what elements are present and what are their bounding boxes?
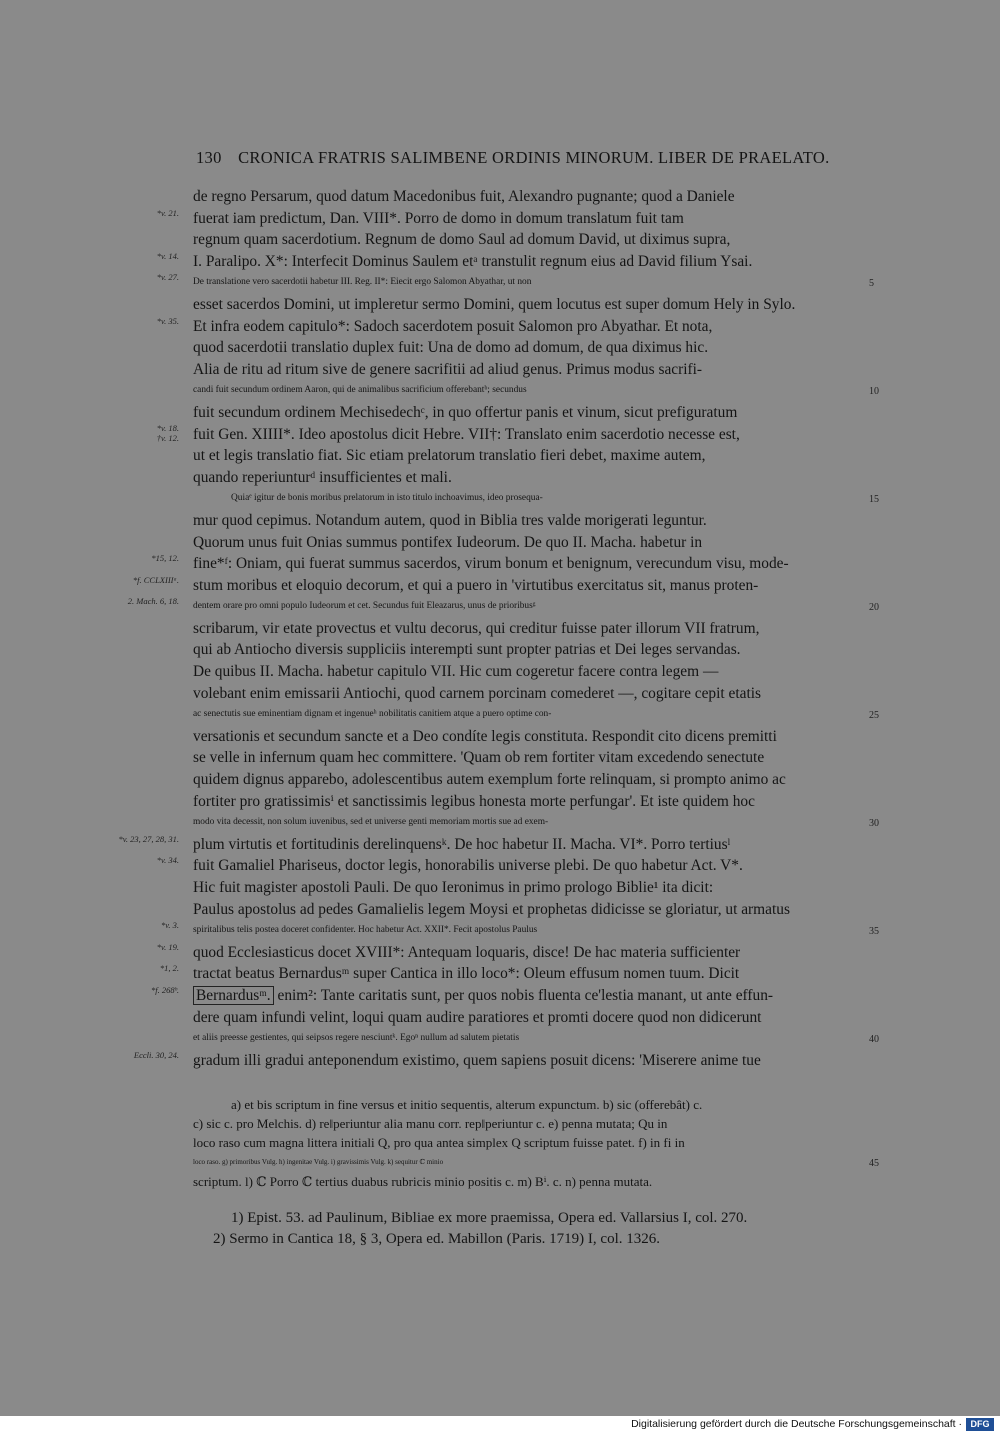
text-line bbox=[193, 661, 863, 683]
margin-reference: *v. 27. bbox=[156, 272, 179, 283]
margin-reference: *v. 14. bbox=[156, 250, 179, 261]
line-text: modo vita decessit, non solum iuvenibus, sed et universe genti memoriam mortis sue ad exem- bbox=[193, 817, 549, 828]
line-text: quidem dignus apparebo, adolescentibus autem exemplum forte relinquam, si prompto animo ac bbox=[193, 771, 786, 789]
line-text: plum virtutis et fortitudinis derelinquensᵏ. De hoc habetur II. Macha. VI*. Porro tertiusˡ bbox=[193, 835, 731, 853]
apparatus-text: c) sic c. pro Melchis. d) re‖periuntur alia manu corr. rep‖periuntur c. e) penna mutata; Qu in bbox=[193, 1116, 668, 1132]
line-text: volebant enim emissarii Antiochi, quod carnem porcinam comederet —, cogitare cepit etatis bbox=[193, 684, 761, 702]
text-line bbox=[150, 984, 863, 1007]
text-line bbox=[193, 532, 863, 554]
line-text: Quiaᵉ igitur de bonis moribus prelatorum in isto titulo inchoavimus, ideo prosequa- bbox=[231, 493, 543, 504]
line-number: 40 bbox=[869, 1034, 879, 1046]
line-text: gradum illi gradui anteponendum existimo, quem sapiens posuit dicens: 'Miserere anime tue bbox=[193, 1051, 761, 1069]
main-text bbox=[118, 186, 879, 1071]
margin-reference: 2. Mach. 6, 18. bbox=[127, 596, 179, 607]
line-text: dere quam infundi velint, loqui quam audire paratiores et promti docere quod non didicerunt bbox=[193, 1008, 762, 1026]
text-line bbox=[193, 769, 863, 791]
line-text: Alia de ritu ad ritum sive de genere sacrifitii ad aliud genus. Primus modus sacrifi- bbox=[193, 360, 703, 378]
text-line bbox=[156, 250, 863, 273]
text-line bbox=[193, 186, 863, 208]
margin-reference: *f. 268ᵇ. bbox=[150, 984, 179, 995]
text-line bbox=[193, 294, 863, 316]
margin-reference: *v. 23, 27, 28, 31. bbox=[118, 833, 179, 844]
text-line bbox=[193, 1007, 863, 1029]
margin-reference: *v. 34. bbox=[156, 855, 179, 866]
line-number: 45 bbox=[869, 1157, 879, 1169]
text-line bbox=[193, 467, 863, 489]
text-line bbox=[193, 877, 863, 899]
text-line bbox=[156, 315, 863, 338]
dfg-logo: DFG bbox=[966, 1418, 994, 1431]
text-line bbox=[193, 899, 863, 921]
line-text: quod sacerdotii translatio duplex fuit: Una de domo ad domum, de qua diximus hic. bbox=[193, 339, 709, 357]
line-number: 10 bbox=[869, 386, 879, 398]
text-line bbox=[156, 422, 863, 446]
apparatus-line bbox=[193, 1095, 863, 1114]
line-text: spiritalibus telis postea doceret confidenter. Hoc habetur Act. XXII*. Fecit apostolus Paulus bbox=[193, 925, 538, 936]
apparatus-text: scriptum. l) ℂ Porro ℂ tertius duabus rubricis minio positis c. m) Bⁱ. c. n) penna mutata. bbox=[193, 1173, 653, 1189]
text-line bbox=[193, 445, 863, 467]
margin-reference: *v. 18. †v. 12. bbox=[156, 422, 179, 443]
text-line bbox=[156, 207, 863, 230]
text-line bbox=[160, 920, 879, 942]
line-text: fuerat iam predictum, Dan. VIII*. Porro de domo in domum translatum fuit tam bbox=[193, 209, 684, 227]
line-text: De translatione vero sacerdotii habetur III. Reg. II*: Eiecit ergo Salomon Abyathar, ut non bbox=[193, 277, 532, 288]
apparatus-line bbox=[193, 1114, 863, 1133]
text-line bbox=[156, 855, 863, 877]
line-text: ac senectutis sue eminentiam dignam et ingenueʰ nobilitatis canitiem atque a puero optime con- bbox=[193, 709, 552, 720]
footnote: 1) Epist. 53. ad Paulinum, Bibliae ex more praemissa, Opera ed. Vallarsius I, col. 270. bbox=[231, 1210, 748, 1226]
line-number: 30 bbox=[869, 818, 879, 830]
line-text: fine*ᶠ: Oniam, qui fuerat summus sacerdos, virum bonum et benignum, verecundum visu, mode- bbox=[193, 555, 789, 573]
line-text: regnum quam sacerdotium. Regnum de domo Saul ad domum David, ut diximus supra, bbox=[193, 231, 731, 249]
text-line bbox=[193, 726, 863, 748]
line-text: Et infra eodem capitulo*: Sadoch sacerdotem posuit Salomon pro Abyathar. Et nota, bbox=[193, 317, 713, 335]
funding-text: Digitalisierung gefördert durch die Deutsche Forschungsgemeinschaft · bbox=[631, 1418, 962, 1430]
margin-reference: *v. 19. bbox=[156, 941, 179, 952]
text-line bbox=[193, 380, 879, 402]
text-line bbox=[118, 833, 863, 856]
page-number: 130 bbox=[196, 148, 222, 167]
margin-reference: *v. 3. bbox=[160, 920, 179, 931]
line-text: Quorum unus fuit Onias summus pontifex Iudeorum. De quo II. Macha. habetur in bbox=[193, 533, 703, 551]
text-line bbox=[193, 488, 879, 510]
text-line bbox=[193, 747, 863, 769]
text-line bbox=[193, 337, 863, 359]
line-text: enim²: Tante caritatis sunt, per quos nobis fluenta ce'lestia manant, ut ante effun- bbox=[277, 986, 774, 1004]
text-line bbox=[193, 704, 879, 726]
line-number: 20 bbox=[869, 602, 879, 614]
footnotes bbox=[193, 1208, 863, 1250]
line-number: 5 bbox=[869, 278, 874, 290]
apparatus-line bbox=[193, 1133, 863, 1152]
line-text: I. Paralipo. X*: Interfecit Dominus Saulem etᵃ transtulit regnum eius ad David filium Ysai. bbox=[193, 252, 753, 270]
funding-bar bbox=[0, 1416, 1000, 1434]
text-line bbox=[132, 574, 863, 597]
line-text: Hic fuit magister apostoli Pauli. De quo Ieronimus in primo prologo Biblie¹ ita dicit: bbox=[193, 879, 714, 896]
line-text: scribarum, vir etate provectus et vultu decorus, qui creditur fuisse pater illorum VII fratrum, bbox=[193, 619, 760, 637]
line-text: versationis et secundum sancte et a Deo condíte legis constituta. Respondit cito dicens premitti bbox=[193, 727, 777, 745]
text-line bbox=[193, 683, 863, 705]
line-text: de regno Persarum, quod datum Macedonibus fuit, Alexandro pugnante; quod a Daniele bbox=[193, 188, 735, 205]
text-line bbox=[193, 510, 863, 532]
apparatus-line bbox=[193, 1153, 879, 1172]
line-text: se velle in infernum quam hec committere. 'Quam ob rem fortiter vitam excedendo senectute bbox=[193, 749, 765, 767]
line-text: fuit secundum ordinem Mechisedechᶜ, in quo offertur panis et vinum, sicut prefiguratum bbox=[193, 403, 738, 421]
text-line bbox=[193, 402, 863, 424]
page-header bbox=[196, 148, 848, 168]
line-text: qui ab Antiocho diversis suppliciis interempti sunt propter patrias et Dei leges servandas. bbox=[193, 641, 741, 659]
line-text: et aliis preesse gestientes, qui seipsos regere nesciuntᵏ. Egoⁿ nullum ad salutem pietatis bbox=[193, 1033, 520, 1044]
apparatus-line bbox=[193, 1172, 863, 1191]
margin-reference: Eccli. 30, 24. bbox=[133, 1049, 179, 1060]
line-text: dentem orare pro omni populo Iudeorum et cet. Secundus fuit Eleazarus, unus de prioribusᵍ bbox=[193, 601, 536, 612]
apparatus-text: loco raso cum magna littera initiali Q, pro qua antea simplex Q scriptum fuisse patet. f) in fi in bbox=[193, 1135, 685, 1151]
margin-reference: *1, 2. bbox=[159, 963, 179, 974]
line-number: 35 bbox=[869, 926, 879, 938]
text-line bbox=[193, 229, 863, 251]
text-line bbox=[193, 791, 863, 813]
line-text: De quibus II. Macha. habetur capitulo VII. Hic cum cogeretur facere contra legem — bbox=[193, 663, 719, 681]
line-text: quod Ecclesiasticus docet XVIII*: Antequam loquaris, disce! De hac materia sufficienter bbox=[193, 943, 741, 961]
boxed-word: Bernardusᵐ. bbox=[193, 986, 274, 1005]
text-line bbox=[193, 1028, 879, 1050]
line-text: candi fuit secundum ordinem Aaron, qui de animalibus sacrificium offerebantᵇ; secundus bbox=[193, 385, 527, 396]
line-number: 25 bbox=[869, 710, 879, 722]
line-text: mur quod cepimus. Notandum autem, quod in Biblia tres valde morigerati leguntur. bbox=[193, 511, 707, 529]
line-number: 15 bbox=[869, 494, 879, 506]
text-line bbox=[156, 272, 874, 294]
text-line bbox=[156, 941, 863, 964]
margin-reference: *v. 35. bbox=[156, 315, 179, 326]
apparatus-text: loco raso. g) primoribus Vulg. h) ingenitae Vulg. i) gravissimis Vulg. k) sequitur ℂ minio bbox=[193, 1157, 444, 1166]
apparatus-text: a) et bis scriptum in fine versus et initio sequentis, alterum expunctum. b) sic (offerebât) c. bbox=[231, 1097, 703, 1112]
text-line bbox=[159, 963, 863, 985]
line-text: fuit Gamaliel Phariseus, doctor legis, honorabilis universe plebi. De quo habetur Act. V*. bbox=[193, 857, 743, 875]
text-line bbox=[193, 359, 863, 381]
text-line bbox=[193, 812, 879, 834]
text-line bbox=[193, 618, 863, 640]
line-text: quando reperiunturᵈ insufficientes et mali. bbox=[193, 468, 452, 486]
line-text: esset sacerdos Domini, ut impleretur sermo Domini, quem locutus est super domum Hely in Sylo. bbox=[193, 295, 796, 313]
critical-apparatus bbox=[193, 1095, 879, 1191]
text-line bbox=[151, 553, 863, 575]
margin-reference: *v. 21. bbox=[156, 207, 179, 218]
line-text: stum moribus et eloquio decorum, et qui a puero in 'virtutibus exercitatus sit, manus proten- bbox=[193, 576, 759, 594]
footnote: 2) Sermo in Cantica 18, § 3, Opera ed. Mabillon (Paris. 1719) I, col. 1326. bbox=[213, 1231, 660, 1247]
line-text: ut et legis translatio fiat. Sic etiam prelatorum translatio fieri debet, maxime autem, bbox=[193, 447, 706, 465]
line-text: fuit Gen. XIIII*. Ideo apostolus dicit Hebre. VII†: Translato enim sacerdotio necesse est, bbox=[193, 425, 740, 443]
text-line bbox=[133, 1049, 863, 1072]
margin-reference: *15, 12. bbox=[151, 553, 179, 564]
text-line bbox=[193, 639, 863, 661]
line-text: fortiter pro gratissimisⁱ et sanctissimis legibus honesta morte perfungar'. Et iste quidem hoc bbox=[193, 792, 755, 810]
text-line bbox=[127, 596, 879, 618]
running-title: CRONICA FRATRIS SALIMBENE ORDINIS MINORUM. LIBER DE PRAELATO. bbox=[238, 148, 830, 167]
margin-reference: *f. CCLXIIIᵃ. bbox=[132, 574, 179, 585]
line-text: Paulus apostolus ad pedes Gamalielis legem Moysi et prophetas didicisse se gloriatur, ut armatus bbox=[193, 900, 790, 918]
line-text: tractat beatus Bernardusᵐ super Cantica in illo loco*: Oleum effusum nomen tuum. Dicit bbox=[193, 965, 740, 983]
